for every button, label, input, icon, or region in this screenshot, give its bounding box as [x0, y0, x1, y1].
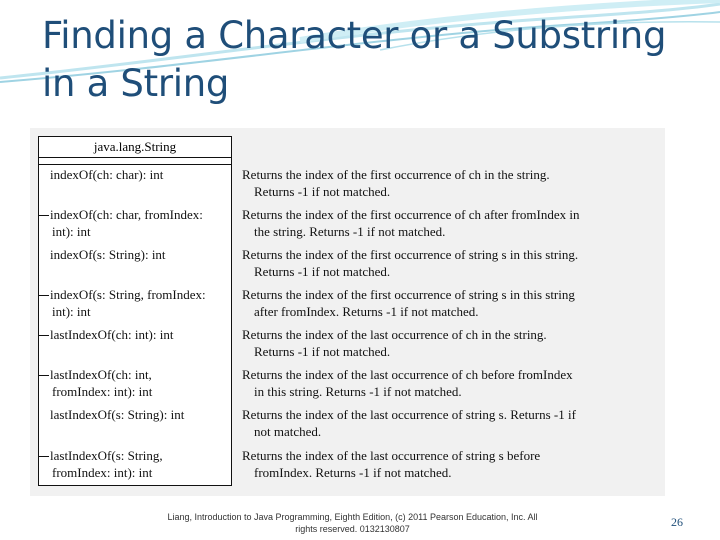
- method-description-line-2: Returns -1 if not matched.: [254, 184, 391, 199]
- uml-connector-dash: [38, 215, 49, 216]
- footer-line-2: rights reserved. 0132130807: [295, 524, 410, 534]
- method-description: [242, 447, 642, 481]
- method-description-line-2: not matched.: [254, 424, 322, 439]
- method-signature-line-1: lastIndexOf(ch: int,: [50, 367, 152, 382]
- slide-title-line-2: in a String: [42, 62, 230, 105]
- method-description-line-1: Returns the index of the first occurrence of ch after fromIndex in: [242, 207, 580, 222]
- method-description-line-1: Returns the index of the first occurrence of ch in the string.: [242, 167, 550, 182]
- method-description: [242, 206, 642, 240]
- method-signature: [50, 447, 235, 481]
- method-signature-line-1: indexOf(s: String): int: [50, 247, 166, 262]
- method-description-line-2: fromIndex. Returns -1 if not matched.: [254, 465, 452, 480]
- method-signature: [50, 326, 235, 343]
- method-signature-line-1: indexOf(ch: char, fromIndex:: [50, 207, 203, 222]
- method-description-line-2: in this string. Returns -1 if not matched.: [254, 384, 462, 399]
- method-description: [242, 286, 642, 320]
- method-description: [242, 366, 642, 400]
- method-description-line-1: Returns the index of the last occurrence of ch in the string.: [242, 327, 547, 342]
- slide-title: [42, 12, 682, 108]
- method-signature: [50, 246, 235, 263]
- uml-connector-dash: [38, 456, 49, 457]
- uml-connector-dash: [38, 375, 49, 376]
- method-signature: [50, 406, 235, 423]
- method-description: [242, 246, 642, 280]
- method-description-line-2: Returns -1 if not matched.: [254, 264, 391, 279]
- slide-footer: [140, 511, 565, 535]
- method-signature: [50, 166, 235, 183]
- method-description-line-1: Returns the index of the last occurrence of ch before fromIndex: [242, 367, 573, 382]
- method-description: [242, 166, 642, 200]
- method-signature-line-2: int): int: [52, 304, 91, 319]
- method-signature: [50, 366, 235, 400]
- method-description-line-2: after fromIndex. Returns -1 if not matched.: [254, 304, 479, 319]
- method-description-line-1: Returns the index of the first occurrence of string s in this string.: [242, 247, 579, 262]
- method-signature-line-2: int): int: [52, 224, 91, 239]
- method-signature-line-1: lastIndexOf(ch: int): int: [50, 327, 174, 342]
- method-description-line-2: the string. Returns -1 if not matched.: [254, 224, 446, 239]
- method-description-line-1: Returns the index of the last occurrence of string s before: [242, 448, 541, 463]
- uml-connector-dash: [38, 335, 49, 336]
- footer-line-1: Liang, Introduction to Java Programming, Eighth Edition, (c) 2011 Pearson Education, Inc. All: [167, 512, 538, 522]
- method-signature-line-2: fromIndex: int): int: [52, 465, 153, 480]
- page-number: 26: [671, 515, 683, 529]
- uml-class-name: java.lang.String: [39, 137, 231, 158]
- method-description: [242, 406, 642, 440]
- method-description-line-2: Returns -1 if not matched.: [254, 344, 391, 359]
- method-signature: [50, 206, 235, 240]
- method-signature-line-1: lastIndexOf(s: String,: [50, 448, 163, 463]
- uml-divider: [39, 164, 231, 165]
- method-signature-line-1: lastIndexOf(s: String): int: [50, 407, 185, 422]
- method-signature-line-1: indexOf(s: String, fromIndex:: [50, 287, 206, 302]
- method-signature-line-1: indexOf(ch: char): int: [50, 167, 164, 182]
- uml-connector-dash: [38, 295, 49, 296]
- method-description-line-1: Returns the index of the first occurrence of string s in this string: [242, 287, 575, 302]
- method-signature-line-2: fromIndex: int): int: [52, 384, 153, 399]
- method-description-line-1: Returns the index of the last occurrence of string s. Returns -1 if: [242, 407, 576, 422]
- method-description: [242, 326, 642, 360]
- slide-title-line-1: Finding a Character or a Substring: [42, 14, 667, 57]
- method-signature: [50, 286, 235, 320]
